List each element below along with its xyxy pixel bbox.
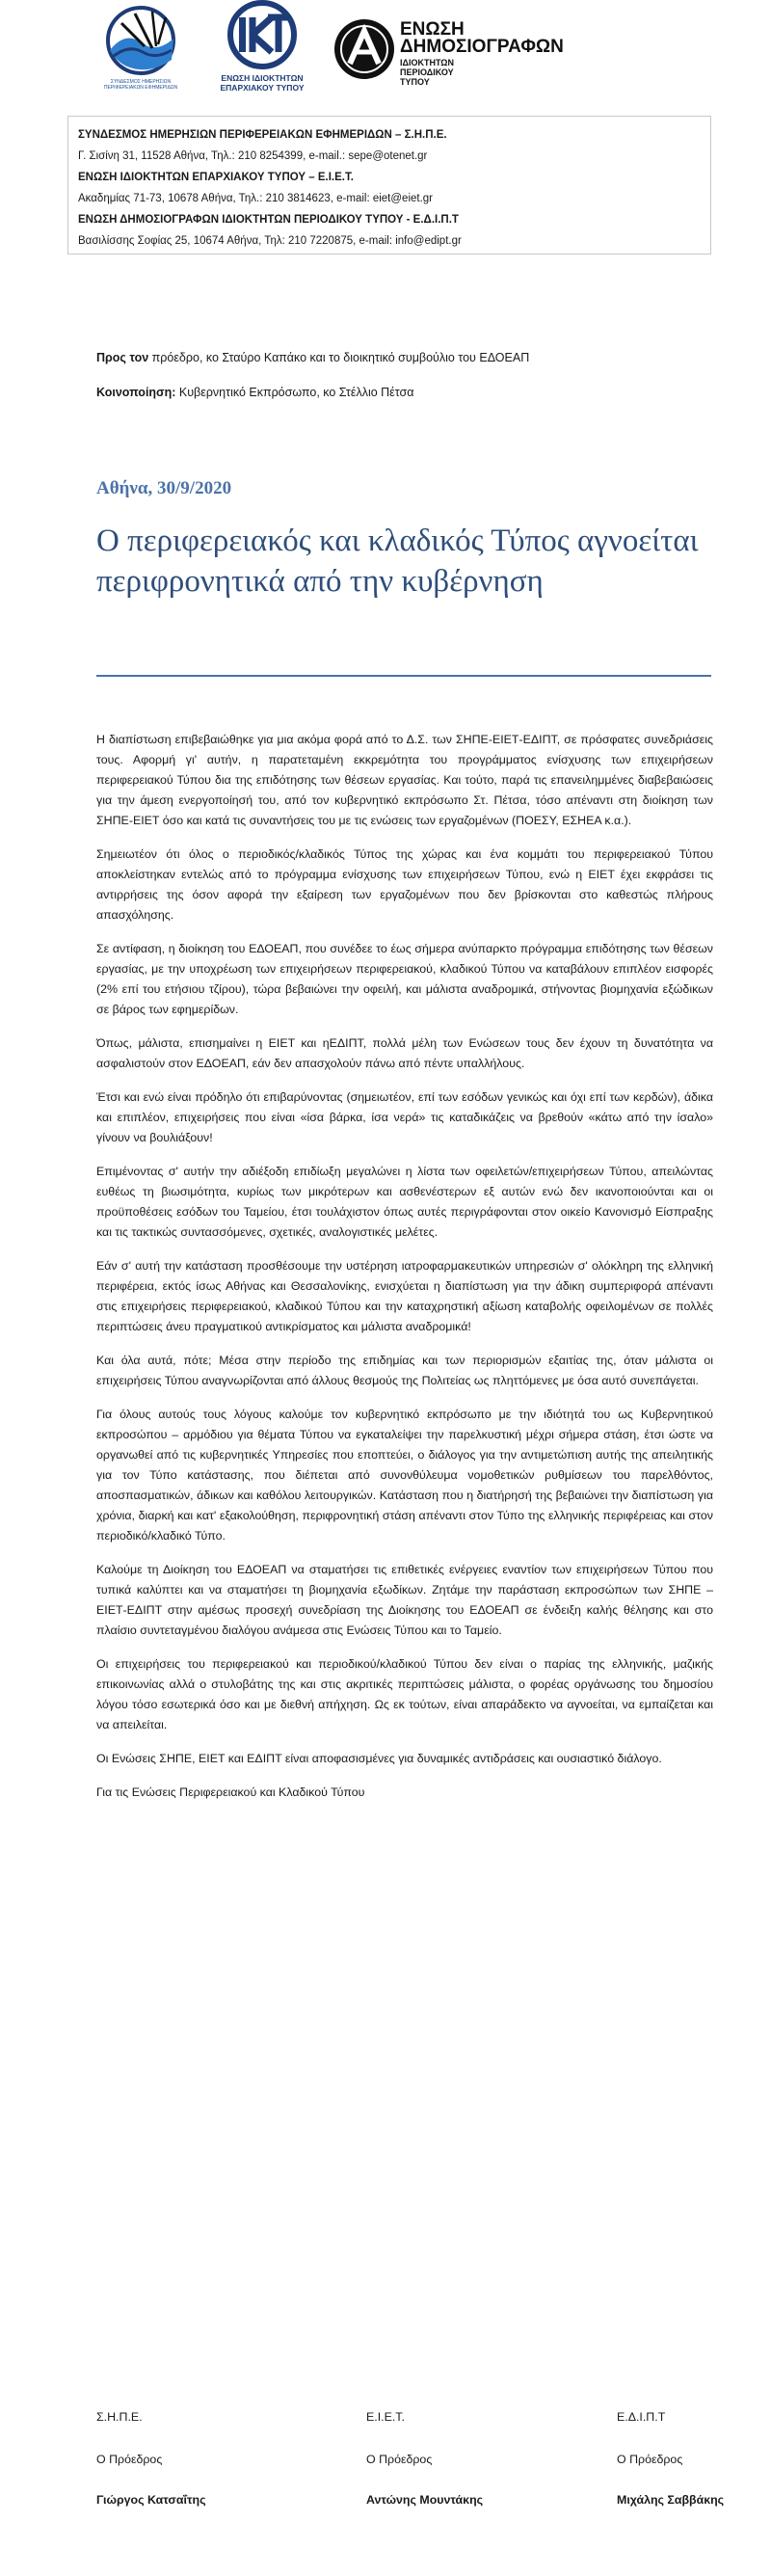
edipt-logo-title bbox=[400, 21, 564, 56]
org-details-sepe: Γ. Σισίνη 31, 11528 Αθήνα, Τηλ.: 210 8254399, e-mail.: sepe@otenet.gr bbox=[78, 150, 428, 162]
body-paragraph: Έτσι και ενώ είναι πρόδηλο ότι επιβαρύνοντας (σημειωτέον, επί των εσόδων γενικώς και όχι επί των κερδών), άδικα και επιπλέον, επιχειρήσεις που είναι «ίσα βάρκα, ίσα νερά» τις καταδικάζεις να βρεθούν «κάτω από την ίσαλο» γίνουν να βουλιάξουν! bbox=[96, 1090, 713, 1144]
recipient-label: Προς τον bbox=[96, 351, 149, 364]
eiet-caption-line-1: ΕΝΩΣΗ ΙΔΙΟΚΤΗΤΩΝ bbox=[221, 73, 304, 83]
signature-name: Αντώνης Μουντάκης bbox=[366, 2493, 484, 2507]
sepe-logo bbox=[96, 2, 185, 89]
eiet-logo bbox=[204, 0, 320, 93]
edipt-sub-line-1: ΙΔΙΟΚΤΗΤΩΝ bbox=[400, 58, 455, 67]
body-paragraph: Σε αντίφαση, η διοίκηση του ΕΔΟΕΑΠ, που συνέδεε το έως σήμερα ανύπαρκτο πρόγραμμα επιδότησης των θέσεων εργασίας, με την υποχρέωση των επιχειρήσεων περιφερειακού, κλαδικού Τύπου να καταβάλουν επιπλέον εισφορές (2% επί του ετήσιου τζίρου), τώρα βεβαιώνει την οφειλή, και μάλιστα αναδρομικά, στήνοντας βιομηχανία εξώδικων σε βάρος των εφημερίδων. bbox=[96, 942, 713, 1016]
signature-role: Ο Πρόεδρος bbox=[617, 2453, 683, 2466]
logos-header bbox=[96, 0, 598, 96]
body-paragraph: Όπως, μάλιστα, επισημαίνει η ΕΙΕΤ και ηΕΔΙΠΤ, πολλά μέλη των Ενώσεων τους δεν έχουν τη δυνατότητα να ασφαλιστούν στον ΕΔΟΕΑΠ, εάν δεν απασχολούν πάνω από πέντε υπαλλήλους. bbox=[96, 1036, 713, 1070]
cc-label: Κοινοποίηση: bbox=[96, 386, 176, 399]
recipient-text: πρόεδρο, κο Σταύρο Καπάκο και το διοικητικό συμβούλιο του ΕΔΟΕΑΠ bbox=[148, 351, 530, 364]
body-paragraph: Εάν σ' αυτή την κατάσταση προσθέσουμε την υστέρηση ιατροφαρμακευτικών υπηρεσιών σ' ολόκληρη της ελληνική περιφέρεια, εκτός ίσως Αθήνας και Θεσσαλονίκης, ενισχύεται η διαπίστωση για την άδικη συμπεριφορά απέναντι στις επιχειρήσεις περιφερειακού, κλαδικού Τύπου και την καταχρηστική αξίωση καταβολής οφειλομένων σε πολλές περιπτώσεις άνευ πραγματικού αντικρίσματος και μάλιστα αναδρομικά! bbox=[96, 1259, 713, 1333]
signature-org: Σ.Η.Π.Ε. bbox=[96, 2410, 143, 2424]
signature-name: Γιώργος Κατσαΐτης bbox=[96, 2493, 206, 2507]
eiet-caption-line-2: ΕΠΑΡΧΙΑΚΟΥ ΤΥΠΟΥ bbox=[220, 83, 305, 93]
sepe-logo-caption: ΣΥΝΔΕΣΜΟΣ ΗΜΕΡΗΣΙΩΝ ΠΕΡΙΦΕΡΕΙΑΚΩΝ ΕΦΗΜΕΡΙΔΩΝ bbox=[103, 79, 178, 91]
signature-org: Ε.Ι.Ε.Τ. bbox=[366, 2410, 405, 2424]
org-details-edipt: Βασιλίσσης Σοφίας 25, 10674 Αθήνα, Τηλ: 210 7220875, e-mail: info@edipt.gr bbox=[78, 235, 462, 247]
title-divider bbox=[96, 675, 711, 677]
body-paragraph: Για όλους αυτούς τους λόγους καλούμε τον κυβερνητικό εκπρόσωπο με την ιδιότητά του ως Κυβερνητικού εκπροσώπου – αρμόδιου για θέματα Τύπου να εγκαταλείψει την παρελκυστική μέχρι σήμερα στάση, έτσι ώστε να οργανωθεί από τις κυβερνητικές Υπηρεσίες που εποπτεύει, ο διάλογος για την αντιμετώπιση αυτής της απειλητικής για τον Τύπο κατάστασης, που διέπεται από συνονθύλευμα νομοθετικών ρυθμίσεων του παρελθόντος, αποσπασματικών, άδικων και καθόλου λειτουργικών. Κατάσταση που η διατήρησή της βεβαιώνει την διαπίστωση για χρόνια, διαρκή και κατ' εξακολούθηση, περιφρονητική στάση απέναντι στον Τύπο της ελληνικής περιφέρειας και στον περιοδικό/κλαδικό Τύπο. bbox=[96, 1408, 713, 1543]
signature-names-row bbox=[96, 2493, 725, 2522]
edipt-sub-line-3: ΤΥΠΟΥ bbox=[400, 77, 430, 87]
address-box bbox=[67, 116, 711, 255]
org-details-eiet: Ακαδημίας 71-73, 10678 Αθήνα, Τηλ.: 210 3814623, e-mail: eiet@eiet.gr bbox=[78, 193, 434, 204]
org-name-eiet: ΕΝΩΣΗ ΙΔΙΟΚΤΗΤΩΝ ΕΠΑΡΧΙΑΚΟΥ ΤΥΠΟΥ – Ε.Ι.Ε.Τ. bbox=[78, 172, 354, 183]
edipt-logo-subtitle bbox=[400, 58, 454, 87]
org-name-edipt: ΕΝΩΣΗ ΔΗΜΟΣΙΟΓΡΑΦΩΝ ΙΔΙΟΚΤΗΤΩΝ ΠΕΡΙΟΔΙΚΟΥ ΤΥΠΟΥ - Ε.Δ.Ι.Π.Τ bbox=[78, 214, 459, 226]
signature-role: Ο Πρόεδρος bbox=[366, 2453, 433, 2466]
org-name-sepe: ΣΥΝΔΕΣΜΟΣ ΗΜΕΡΗΣΙΩΝ ΠΕΡΙΦΕΡΕΙΑΚΩΝ ΕΦΗΜΕΡΙΔΩΝ – Σ.Η.Π.Ε. bbox=[78, 129, 447, 141]
body-paragraph: Σημειωτέον ότι όλος ο περιοδικός/κλαδικός Τύπος της χώρας και ένα κομμάτι του περιφερειακού Τύπου αποκλείστηκαν εντελώς από το πρόγραμμα ενίσχυσης των επιχειρήσεων Τύπου, ενώ η ΕΙΕΤ έχει εκφράσει τις αντιρρήσεις της όσον αφορά την εξαίρεση των εργαζομένων που δεν βρίσκονται στο καθεστώς πλήρους απασχόλησης. bbox=[96, 847, 713, 922]
closing-line: Για τις Ενώσεις Περιφερειακού και Κλαδικού Τύπου bbox=[96, 1785, 365, 1799]
edipt-emblem-icon bbox=[332, 17, 396, 81]
body-paragraph: Καλούμε τη Διοίκηση του ΕΔΟΕΑΠ να σταματήσει τις επιθετικές ενέργειες εναντίον των επιχειρήσεων Τύπου που τυπικά καλύπτει και να σταματήσει τη βιομηχανία εξωδίκων. Ζητάμε την παράσταση εκπροσώπων των ΣΗΠΕ – ΕΙΕΤ-ΕΔΙΠΤ στην αμέσως προσεχή συνεδρίαση της Διοίκησης του ΕΔΟΕΑΠ σε ένδειξη καλής θέλησης και στο πλαίσιο συντεταγμένου διαλόγου ανάμεσα στις Ενώσεις Τύπου και το Ταμείο. bbox=[96, 1563, 713, 1637]
sepe-emblem-icon bbox=[96, 2, 185, 79]
body-paragraph: Η διαπίστωση επιβεβαιώθηκε για μια ακόμα φορά από το Δ.Σ. των ΣΗΠΕ-ΕΙΕΤ-ΕΔΙΠΤ, σε πρόσφατες συνεδριάσεις τους. Αφορμή γι' αυτήν, η παρατεταμένη εκκρεμότητα του προγράμματος ενίσχυσης των επιχειρήσεων περιφερειακού Τύπου δια της επιδότησης των θέσεων εργασίας. Και τούτο, παρά τις επανειλημμένες διαβεβαιώσεις για την άμεση ενεργοποίησή του, από τον κυβερνητικό εκπρόσωπο Στ. Πέτσα, τόσο απέναντι στη διοίκηση των ΣΗΠΕ-ΕΙΕΤ όσο και κατά τις συναντήσεις του με τις ενώσεις των εργαζομένων (ΠΟΕΣΥ, ΕΣΗΕΑ κ.α.). bbox=[96, 733, 713, 827]
edipt-title-line-2: ΔΗΜΟΣΙΟΓΡΑΦΩΝ bbox=[400, 37, 564, 57]
body-paragraph: Και όλα αυτά, πότε; Μέσα στην περίοδο της επιδημίας και των περιορισμών εξαιτίας της, όταν μάλιστα οι επιχειρήσεις Τύπου αναγνωρίζονται από άλλους θεσμούς της Πολιτείας ως πληττόμενες με όσα αυτό συνεπάγεται. bbox=[96, 1354, 713, 1387]
body-paragraph: Οι επιχειρήσεις του περιφερειακού και περιοδικού/κλαδικού Τύπου δεν είναι ο παρίας της ελληνικής, μαζικής επικοινωνίας αλλά ο στυλοβάτης της και στις ακριτικές περιπτώσεις μάλιστα, ο φορέας οργάνωσης του δημοσίου λόγου τόσο εσωτερικά όσο και με διεθνή απήχηση. Ως εκ τούτων, είναι απαράδεκτο να αγνοείται, να εμπαίζεται και να απειλείται. bbox=[96, 1657, 713, 1731]
document-date: Αθήνα, 30/9/2020 bbox=[96, 478, 232, 498]
body-paragraph: Επιμένοντας σ' αυτήν την αδιέξοδη επιδίωξη μεγαλώνει η λίστα των οφειλετών/επιχειρήσεων Τύπου, απειλώντας ευθέως τη βιωσιμότητα, κυρίως των μικρότερων και ασθενέστερων εξ αυτών ενώ δεν ικανοποιούνται και οι προϋποθέσεις εσόδων του Ταμείου, έτσι τουλάχιστον όπως αυτές περιγράφονται στον οικείο Κανονισμό Είσπραξης και τις τακτικώς συντασσόμενες, σχετικές, αναλογιστικές μελέτες. bbox=[96, 1165, 713, 1239]
signature-name: Μιχάλης Σαββάκης bbox=[617, 2493, 725, 2507]
document-body bbox=[96, 730, 713, 1816]
signature-org: Ε.Δ.Ι.Π.Τ bbox=[617, 2410, 666, 2424]
recipient-line bbox=[96, 351, 529, 364]
edipt-sub-line-2: ΠΕΡΙΟΔΙΚΟΥ bbox=[400, 67, 454, 77]
edipt-title-line-1: ΕΝΩΣΗ bbox=[400, 19, 465, 40]
edipt-logo bbox=[332, 17, 593, 85]
cc-line bbox=[96, 386, 413, 399]
eiet-logo-caption bbox=[204, 73, 320, 93]
body-paragraph: Οι Ενώσεις ΣΗΠΕ, ΕΙΕΤ και ΕΔΙΠΤ είναι αποφασισμένες για δυναμικές αντιδράσεις και ουσιαστικό διάλογο. bbox=[96, 1752, 662, 1765]
signature-roles-row bbox=[96, 2453, 713, 2482]
signature-role: Ο Πρόεδρος bbox=[96, 2453, 163, 2466]
cc-text: Κυβερνητικό Εκπρόσωπο, κο Στέλλιο Πέτσα bbox=[175, 386, 414, 399]
signature-orgs-row bbox=[96, 2410, 713, 2439]
document-title: Ο περιφερειακός και κλαδικός Τύπος αγνοείται περιφρονητικά από την κυβέρνηση bbox=[96, 523, 699, 599]
eiet-emblem-icon bbox=[204, 0, 320, 73]
signature-block bbox=[96, 2410, 725, 2522]
